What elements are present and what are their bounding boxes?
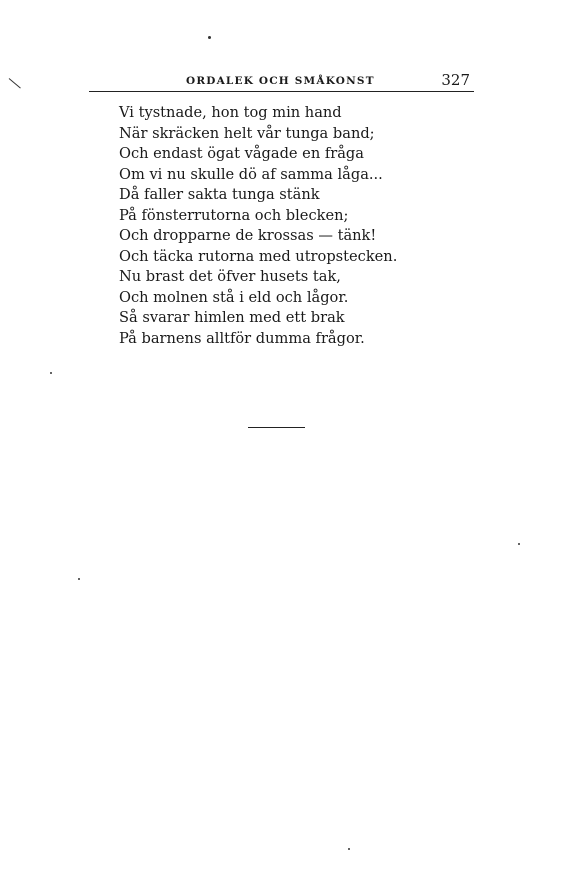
poem-line: Om vi nu skulle dö af samma låga... bbox=[119, 165, 383, 183]
scan-speck bbox=[348, 848, 350, 850]
poem-line: Vi tystnade, hon tog min hand bbox=[119, 104, 342, 121]
poem-line: Nu brast det öfver husets tak, bbox=[119, 268, 341, 285]
poem-line: Och molnen stå i eld och lågor. bbox=[119, 288, 349, 306]
scan-speck bbox=[518, 543, 520, 545]
scan-speck bbox=[50, 372, 52, 374]
poem-line: Då faller sakta tunga stänk bbox=[119, 186, 320, 203]
scan-mark bbox=[9, 78, 21, 88]
poem bbox=[119, 103, 479, 349]
end-rule bbox=[248, 427, 305, 428]
poem-line: Och endast ögat vågade en fråga bbox=[119, 145, 364, 162]
scan-speck bbox=[208, 36, 211, 39]
poem-line: När skräcken helt vår tunga band; bbox=[119, 124, 375, 142]
poem-line: På fönsterrutorna och blecken; bbox=[119, 206, 349, 224]
scan-speck bbox=[78, 578, 80, 580]
page-number: 327 bbox=[441, 71, 470, 89]
header-rule bbox=[89, 91, 474, 92]
poem-line: Och täcka rutorna med utropstecken. bbox=[119, 247, 398, 265]
poem-line: På barnens alltför dumma frågor. bbox=[119, 329, 365, 347]
running-title: ORDALEK OCH SMÅKONST bbox=[186, 75, 375, 87]
poem-line: Och dropparne de krossas — tänk! bbox=[119, 227, 377, 244]
running-head bbox=[89, 68, 474, 90]
poem-line: Så svarar himlen med ett brak bbox=[119, 309, 345, 326]
